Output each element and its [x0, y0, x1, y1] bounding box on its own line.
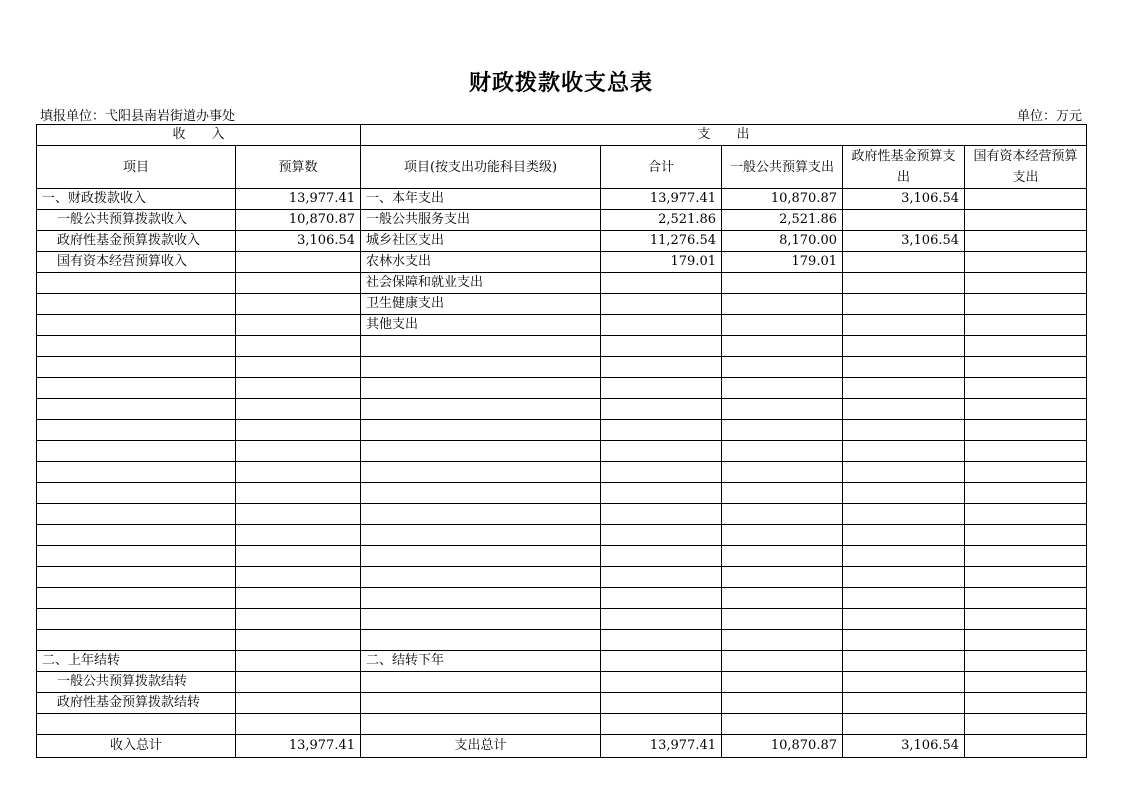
expense-state [965, 294, 1087, 315]
table-row [37, 210, 1087, 231]
expense-item: 一般公共服务支出 [361, 210, 601, 231]
expense-general: 2,521.86 [722, 210, 843, 231]
empty-cell [722, 420, 843, 441]
empty-cell [843, 525, 965, 546]
carry-row [37, 672, 1087, 693]
empty-cell [236, 588, 361, 609]
empty-row [37, 399, 1087, 420]
expense-general: 179.01 [722, 252, 843, 273]
empty-cell [843, 357, 965, 378]
empty-cell [843, 378, 965, 399]
empty-cell [37, 399, 236, 420]
empty-cell [843, 420, 965, 441]
empty-cell [601, 420, 722, 441]
empty-cell [601, 504, 722, 525]
expense-total: 179.01 [601, 252, 722, 273]
expense-header: 支 出 [361, 125, 1087, 146]
empty-cell [601, 567, 722, 588]
empty-cell [37, 567, 236, 588]
empty-cell [965, 357, 1087, 378]
empty-row [37, 588, 1087, 609]
empty-cell [236, 378, 361, 399]
expense-general [722, 294, 843, 315]
empty-cell [965, 462, 1087, 483]
empty-row [37, 525, 1087, 546]
empty-cell [601, 714, 722, 735]
empty-cell [361, 525, 601, 546]
expense-item: 城乡社区支出 [361, 231, 601, 252]
table-row [37, 294, 1087, 315]
expense-fund [843, 294, 965, 315]
empty-cell [601, 462, 722, 483]
empty-cell [965, 546, 1087, 567]
expense-fund: 3,106.54 [843, 231, 965, 252]
expense-state [965, 189, 1087, 210]
empty-cell [722, 483, 843, 504]
empty-cell [361, 399, 601, 420]
expense-state [965, 252, 1087, 273]
income-item: 一、财政拨款收入 [37, 189, 236, 210]
empty-cell [37, 483, 236, 504]
table-row [37, 273, 1087, 294]
table-row [37, 252, 1087, 273]
empty-cell [236, 567, 361, 588]
empty-cell [843, 567, 965, 588]
empty-cell [361, 483, 601, 504]
empty-cell [601, 357, 722, 378]
empty-cell [965, 336, 1087, 357]
income-value [236, 315, 361, 336]
empty-cell [843, 441, 965, 462]
income-item [37, 315, 236, 336]
empty-row [37, 609, 1087, 630]
expense-general-total: 10,870.87 [722, 735, 843, 758]
expense-fund [843, 315, 965, 336]
col-general-header: 一般公共预算支出 [722, 146, 843, 189]
empty-cell [965, 588, 1087, 609]
carry-income-item: 二、上年结转 [37, 651, 236, 672]
empty-cell [843, 504, 965, 525]
expense-state-total [965, 735, 1087, 758]
carry-cell [843, 693, 965, 714]
empty-cell [722, 462, 843, 483]
empty-cell [37, 588, 236, 609]
carry-expense-item [361, 672, 601, 693]
carry-income-value [236, 693, 361, 714]
empty-cell [601, 630, 722, 651]
currency-unit: 单位：万元 [1016, 109, 1082, 124]
income-value [236, 273, 361, 294]
empty-cell [361, 588, 601, 609]
expense-state [965, 231, 1087, 252]
empty-cell [361, 336, 601, 357]
expense-item: 社会保障和就业支出 [361, 273, 601, 294]
empty-cell [37, 546, 236, 567]
empty-cell [601, 483, 722, 504]
income-total-value: 13,977.41 [236, 735, 361, 758]
empty-cell [236, 357, 361, 378]
empty-cell [37, 504, 236, 525]
carry-cell [843, 651, 965, 672]
expense-item: 其他支出 [361, 315, 601, 336]
empty-row [37, 378, 1087, 399]
empty-cell [361, 714, 601, 735]
carry-income-item: 政府性基金预算拨款结转 [37, 693, 236, 714]
empty-cell [361, 567, 601, 588]
income-header: 收 入 [37, 125, 361, 146]
expense-general [722, 273, 843, 294]
income-value [236, 252, 361, 273]
empty-cell [601, 399, 722, 420]
empty-cell [361, 441, 601, 462]
empty-cell [236, 483, 361, 504]
empty-cell [601, 441, 722, 462]
empty-cell [37, 714, 236, 735]
carry-cell [722, 651, 843, 672]
carry-row [37, 693, 1087, 714]
empty-cell [37, 420, 236, 441]
expense-fund: 3,106.54 [843, 189, 965, 210]
carry-income-value [236, 651, 361, 672]
expense-state [965, 210, 1087, 231]
expense-total: 2,521.86 [601, 210, 722, 231]
empty-cell [843, 714, 965, 735]
empty-row [37, 441, 1087, 462]
empty-cell [236, 546, 361, 567]
empty-cell [965, 567, 1087, 588]
empty-cell [965, 420, 1087, 441]
col-total-header: 合计 [601, 146, 722, 189]
empty-row [37, 420, 1087, 441]
empty-cell [601, 609, 722, 630]
income-value: 10,870.87 [236, 210, 361, 231]
empty-cell [843, 588, 965, 609]
income-item [37, 273, 236, 294]
empty-cell [236, 441, 361, 462]
empty-row [37, 336, 1087, 357]
total-row [37, 735, 1087, 758]
empty-row [37, 483, 1087, 504]
empty-cell [722, 567, 843, 588]
expense-state [965, 273, 1087, 294]
expense-total-label: 支出总计 [361, 735, 601, 758]
carry-expense-item: 二、结转下年 [361, 651, 601, 672]
carry-income-item: 一般公共预算拨款结转 [37, 672, 236, 693]
empty-cell [722, 399, 843, 420]
empty-cell [722, 357, 843, 378]
header-row-2 [37, 146, 1087, 189]
carry-cell [722, 693, 843, 714]
expense-item: 一、本年支出 [361, 189, 601, 210]
carry-cell [965, 672, 1087, 693]
empty-cell [722, 546, 843, 567]
expense-item: 农林水支出 [361, 252, 601, 273]
finance-table [36, 124, 1087, 758]
reporting-unit: 填报单位：弋阳县南岩街道办事处 [40, 109, 236, 124]
expense-fund [843, 210, 965, 231]
empty-cell [236, 336, 361, 357]
header-row-1 [37, 125, 1087, 146]
income-value: 13,977.41 [236, 189, 361, 210]
empty-row [37, 630, 1087, 651]
empty-cell [965, 504, 1087, 525]
empty-cell [361, 630, 601, 651]
carry-cell [722, 672, 843, 693]
empty-cell [37, 378, 236, 399]
empty-row [37, 714, 1087, 735]
col-exp-item-header: 项目(按支出功能科目类级) [361, 146, 601, 189]
carry-cell [965, 651, 1087, 672]
empty-row [37, 357, 1087, 378]
empty-cell [601, 588, 722, 609]
income-value [236, 294, 361, 315]
expense-total-value: 13,977.41 [601, 735, 722, 758]
col-state-header: 国有资本经营预算支出 [965, 146, 1087, 189]
income-item: 一般公共预算拨款收入 [37, 210, 236, 231]
empty-cell [965, 714, 1087, 735]
empty-row [37, 504, 1087, 525]
empty-cell [37, 357, 236, 378]
table-row [37, 189, 1087, 210]
expense-total [601, 294, 722, 315]
empty-cell [722, 504, 843, 525]
carry-income-value [236, 672, 361, 693]
empty-cell [722, 378, 843, 399]
empty-cell [843, 546, 965, 567]
empty-cell [722, 588, 843, 609]
income-item: 国有资本经营预算收入 [37, 252, 236, 273]
carry-cell [843, 672, 965, 693]
empty-cell [361, 462, 601, 483]
empty-cell [965, 483, 1087, 504]
empty-cell [236, 399, 361, 420]
expense-general: 8,170.00 [722, 231, 843, 252]
empty-cell [601, 336, 722, 357]
empty-cell [37, 525, 236, 546]
empty-cell [236, 462, 361, 483]
empty-cell [601, 525, 722, 546]
empty-cell [361, 420, 601, 441]
carry-cell [601, 693, 722, 714]
empty-cell [601, 378, 722, 399]
carry-cell [965, 693, 1087, 714]
empty-cell [37, 441, 236, 462]
empty-cell [236, 630, 361, 651]
carry-cell [601, 651, 722, 672]
empty-row [37, 462, 1087, 483]
expense-state [965, 315, 1087, 336]
empty-cell [722, 630, 843, 651]
expense-general [722, 315, 843, 336]
empty-cell [361, 504, 601, 525]
empty-cell [965, 630, 1087, 651]
empty-cell [236, 714, 361, 735]
col-fund-header: 政府性基金预算支出 [843, 146, 965, 189]
empty-cell [236, 609, 361, 630]
empty-cell [37, 336, 236, 357]
empty-cell [722, 336, 843, 357]
empty-cell [843, 336, 965, 357]
income-item [37, 294, 236, 315]
empty-cell [965, 399, 1087, 420]
empty-cell [843, 483, 965, 504]
expense-total: 13,977.41 [601, 189, 722, 210]
empty-cell [722, 609, 843, 630]
table-row [37, 315, 1087, 336]
empty-cell [722, 441, 843, 462]
carry-expense-item [361, 693, 601, 714]
income-total-label: 收入总计 [37, 735, 236, 758]
empty-cell [722, 714, 843, 735]
empty-row [37, 567, 1087, 588]
expense-fund [843, 252, 965, 273]
carry-row [37, 651, 1087, 672]
expense-item: 卫生健康支出 [361, 294, 601, 315]
empty-cell [722, 525, 843, 546]
empty-cell [37, 609, 236, 630]
empty-cell [361, 609, 601, 630]
empty-cell [37, 630, 236, 651]
expense-total [601, 315, 722, 336]
empty-cell [361, 546, 601, 567]
empty-cell [843, 630, 965, 651]
empty-cell [236, 504, 361, 525]
empty-cell [965, 378, 1087, 399]
expense-total [601, 273, 722, 294]
expense-general: 10,870.87 [722, 189, 843, 210]
empty-cell [843, 399, 965, 420]
empty-cell [601, 546, 722, 567]
empty-cell [361, 378, 601, 399]
empty-cell [843, 462, 965, 483]
col-item-header: 项目 [37, 146, 236, 189]
empty-cell [361, 357, 601, 378]
expense-fund-total: 3,106.54 [843, 735, 965, 758]
expense-total: 11,276.54 [601, 231, 722, 252]
empty-cell [965, 525, 1087, 546]
col-budget-header: 预算数 [236, 146, 361, 189]
empty-cell [843, 609, 965, 630]
table-row [37, 231, 1087, 252]
empty-cell [965, 609, 1087, 630]
empty-cell [236, 525, 361, 546]
empty-row [37, 546, 1087, 567]
carry-cell [601, 672, 722, 693]
page-title: 财政拨款收支总表 [468, 70, 653, 96]
expense-fund [843, 273, 965, 294]
empty-cell [37, 462, 236, 483]
empty-cell [236, 420, 361, 441]
empty-cell [965, 441, 1087, 462]
income-value: 3,106.54 [236, 231, 361, 252]
income-item: 政府性基金预算拨款收入 [37, 231, 236, 252]
